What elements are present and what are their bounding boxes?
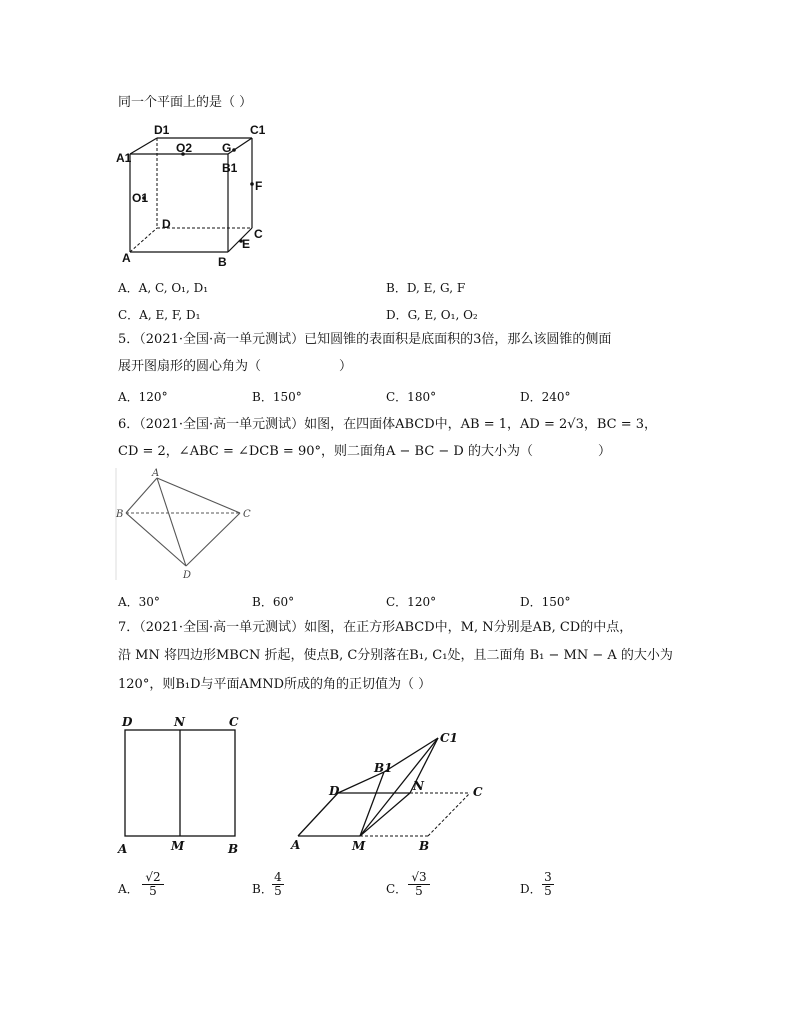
q4-cube-figure xyxy=(110,120,280,270)
q6-option-b[interactable]: B．60° xyxy=(252,595,295,609)
fold-label-m: M xyxy=(352,839,366,853)
q7-stem-line1: 7．（2021·全国·高一单元测试）如图，在正方形ABCD中，M, N分别是AB, CD的中点， xyxy=(118,620,633,635)
cube-label-a1: A1 xyxy=(116,151,132,165)
q6-option-d[interactable]: D．150° xyxy=(520,595,571,609)
square-label-a: A xyxy=(118,842,128,856)
q6-option-c[interactable]: C．120° xyxy=(386,595,437,609)
q7-option-b-numerator: 4 xyxy=(272,871,284,885)
q7-option-b-denominator: 5 xyxy=(274,884,282,898)
q7-folded-figure xyxy=(288,722,498,857)
tetra-label-c: C xyxy=(243,509,251,520)
fold-label-d: D xyxy=(329,784,340,798)
q4-option-a[interactable]: A．A, C, O₁, D₁ xyxy=(118,281,209,295)
q5-stem-line1: 5．（2021·全国·高一单元测试）已知圆锥的表面积是底面积的3倍，那么该圆锥的侧面 xyxy=(118,332,612,347)
q7-option-a-denominator: 5 xyxy=(149,884,157,898)
q4-stem-tail: 同一个平面上的是（ ） xyxy=(118,95,253,110)
fold-label-b: B xyxy=(419,839,430,853)
q5-option-d[interactable]: D．240° xyxy=(520,390,571,404)
cube-label-o1: O1 xyxy=(132,191,149,205)
cube-label-b: B xyxy=(218,255,227,269)
square-label-m: M xyxy=(171,839,185,853)
cube-label-g: G xyxy=(222,141,232,155)
q4-option-b[interactable]: B．D, E, G, F xyxy=(386,281,466,295)
fold-label-n: N xyxy=(413,779,424,793)
q7-option-c-denominator: 5 xyxy=(415,884,423,898)
square-label-b: B xyxy=(228,842,239,856)
q4-option-c[interactable]: C．A, E, F, D₁ xyxy=(118,308,201,322)
q7-stem-line2: 沿 MN 将四边形MBCN 折起，使点B, C分别落在B₁, C₁处，且二面角 B₁ − MN − A 的大小为 xyxy=(118,648,673,663)
cube-label-d1: D1 xyxy=(154,123,170,137)
fold-label-a: A xyxy=(291,838,301,852)
cube-label-b1: B1 xyxy=(222,161,238,175)
cube-label-o2: O2 xyxy=(176,141,193,155)
q5-option-b[interactable]: B．150° xyxy=(252,390,302,404)
q7-option-d-prefix: D． xyxy=(520,882,542,896)
q7-option-d-numerator: 3 xyxy=(542,871,554,885)
q7-option-c-numerator: √3 xyxy=(408,871,430,885)
square-label-c: C xyxy=(229,715,239,729)
q7-option-a-numerator: √2 xyxy=(142,871,164,885)
tetra-label-d: D xyxy=(183,570,192,581)
fold-label-b1: B1 xyxy=(374,761,393,775)
q6-stem-line2: CD = 2，∠ABC = ∠DCB = 90°，则二面角A − BC − D 的大小为（ ） xyxy=(118,444,611,459)
q6-stem-line1: 6．（2021·全国·高一单元测试）如图，在四面体ABCD中，AB = 1，AD = 2√3，BC = 3， xyxy=(118,417,658,432)
q6-option-a[interactable]: A．30° xyxy=(118,595,160,609)
q7-stem-line3: 120°，则B₁D与平面AMND所成的角的正切值为（ ） xyxy=(118,677,432,692)
q7-option-d-denominator: 5 xyxy=(544,884,552,898)
q7-option-b-prefix: B． xyxy=(252,882,273,896)
fold-label-c1: C1 xyxy=(440,731,458,745)
tetra-label-b: B xyxy=(116,509,124,520)
q5-option-c[interactable]: C．180° xyxy=(386,390,437,404)
cube-label-c1: C1 xyxy=(250,123,266,137)
cube-label-a: A xyxy=(122,251,131,265)
q7-option-a-prefix: A． xyxy=(118,882,139,896)
fold-label-c: C xyxy=(473,785,483,799)
square-label-n: N xyxy=(174,715,185,729)
cube-label-d: D xyxy=(162,217,171,231)
cube-label-e: E xyxy=(242,237,251,251)
q5-option-a[interactable]: A．120° xyxy=(118,390,168,404)
tetra-label-a: A xyxy=(152,468,160,479)
q6-tetrahedron-figure xyxy=(112,468,262,583)
q7-option-c-prefix: C． xyxy=(386,882,408,896)
square-label-d: D xyxy=(122,715,133,729)
q5-stem-line2: 展开图扇形的圆心角为（ ） xyxy=(118,359,353,374)
q7-square-figure xyxy=(115,712,255,857)
cube-label-c: C xyxy=(254,227,263,241)
q4-option-d[interactable]: D．G, E, O₁, O₂ xyxy=(386,308,478,322)
cube-label-f: F xyxy=(255,179,263,193)
